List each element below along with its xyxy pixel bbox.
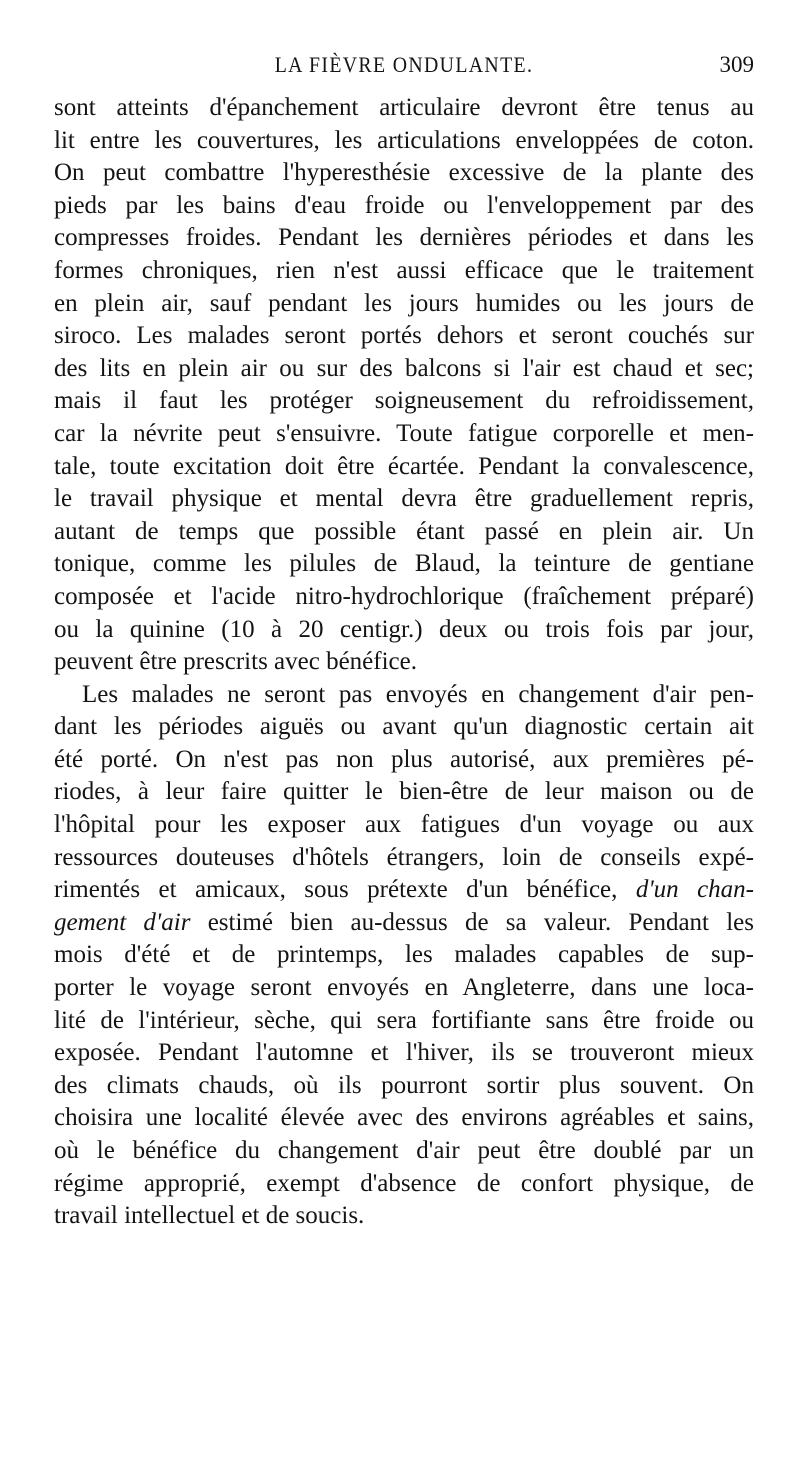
text-line: Les malades ne seront pas envoyés en changement d'air pen- <box>82 680 754 708</box>
text-line: composée et l'acide nitro-hydrochlorique (fraîchement préparé) <box>54 582 754 610</box>
text-line: car la névrite peut s'ensuivre. Toute fatigue corporelle et men- <box>54 419 754 447</box>
text-line: formes chroniques, rien n'est aussi efficace que le traitement <box>54 256 754 284</box>
text-line: l'hôpital pour les exposer aux fatigues d'un voyage ou aux <box>54 811 754 839</box>
text-line: régime approprié, exempt d'absence de confort physique, de <box>54 1169 754 1197</box>
text-line: On peut combattre l'hyperesthésie excessive de la plante des <box>54 159 754 187</box>
paragraph-change-of-air <box>54 679 754 1233</box>
page-number: 309 <box>719 52 754 77</box>
text-segment: estimé bien au-dessus de sa valeur. Pendant les <box>190 908 755 936</box>
text-line: des climats chauds, où ils pourront sortir plus souvent. On <box>54 1071 754 1099</box>
text-line: travail intellectuel et de soucis. <box>54 1202 365 1230</box>
italic-phrase: gement d'air <box>54 908 191 936</box>
text-line <box>54 874 754 907</box>
running-title: LA FIÈVRE ONDULANTE. <box>274 52 534 77</box>
text-line: tonique, comme les pilules de Blaud, la teinture de gentiane <box>54 550 754 578</box>
text-line: exposée. Pendant l'automne et l'hiver, ils se trouveront mieux <box>54 1039 754 1067</box>
text-line: en plein air, sauf pendant les jours humides ou les jours de <box>54 289 754 317</box>
text-line: dant les périodes aiguës ou avant qu'un diagnostic certain ait <box>54 713 754 741</box>
text-line <box>54 907 754 940</box>
text-line: porter le voyage seront envoyés en Angleterre, dans une loca- <box>54 974 754 1002</box>
running-head <box>54 48 754 88</box>
text-line: des lits en plein air ou sur des balcons si l'air est chaud et sec; <box>54 354 754 382</box>
text-line: siroco. Les malades seront portés dehors et seront couchés sur <box>54 322 754 350</box>
italic-phrase: d'un chan- <box>635 876 754 904</box>
text-line: peuvent être prescrits avec bénéfice. <box>54 648 417 676</box>
paragraph-treatment <box>54 92 754 679</box>
text-line: riodes, à leur faire quitter le bien-être de leur maison ou de <box>54 778 754 806</box>
text-line: mais il faut les protéger soigneusement du refroidissement, <box>54 387 754 415</box>
body-text <box>54 92 754 1233</box>
text-line: lité de l'intérieur, sèche, qui sera fortifiante sans être froide ou <box>54 1006 754 1034</box>
text-line: autant de temps que possible étant passé en plein air. Un <box>54 517 754 545</box>
text-line: lit entre les couvertures, les articulations enveloppées de coton. <box>54 126 754 154</box>
text-segment: rimentés et amicaux, sous prétexte d'un bénéfice, <box>54 876 618 904</box>
text-line: où le bénéfice du changement d'air peut être doublé par un <box>54 1137 754 1164</box>
text-line: ou la quinine (10 à 20 centigr.) deux ou trois fois par jour, <box>54 615 754 643</box>
text-line: ressources douteuses d'hôtels étrangers, loin de conseils expé- <box>54 843 754 871</box>
text-line: pieds par les bains d'eau froide ou l'enveloppement par des <box>54 191 754 219</box>
text-line: tale, toute excitation doit être écartée. Pendant la convalescence, <box>54 452 754 480</box>
text-line: sont atteints d'épanchement articulaire devront être tenus au <box>54 94 754 121</box>
text-line: été porté. On n'est pas non plus autorisé, aux premières pé- <box>54 745 754 773</box>
text-line: choisira une localité élevée avec des environs agréables et sains, <box>54 1104 754 1132</box>
text-line: le travail physique et mental devra être graduellement repris, <box>54 485 754 513</box>
text-line: mois d'été et de printemps, les malades capables de sup- <box>54 941 754 969</box>
book-page <box>54 48 754 1233</box>
text-line: compresses froides. Pendant les dernières périodes et dans les <box>54 224 754 252</box>
